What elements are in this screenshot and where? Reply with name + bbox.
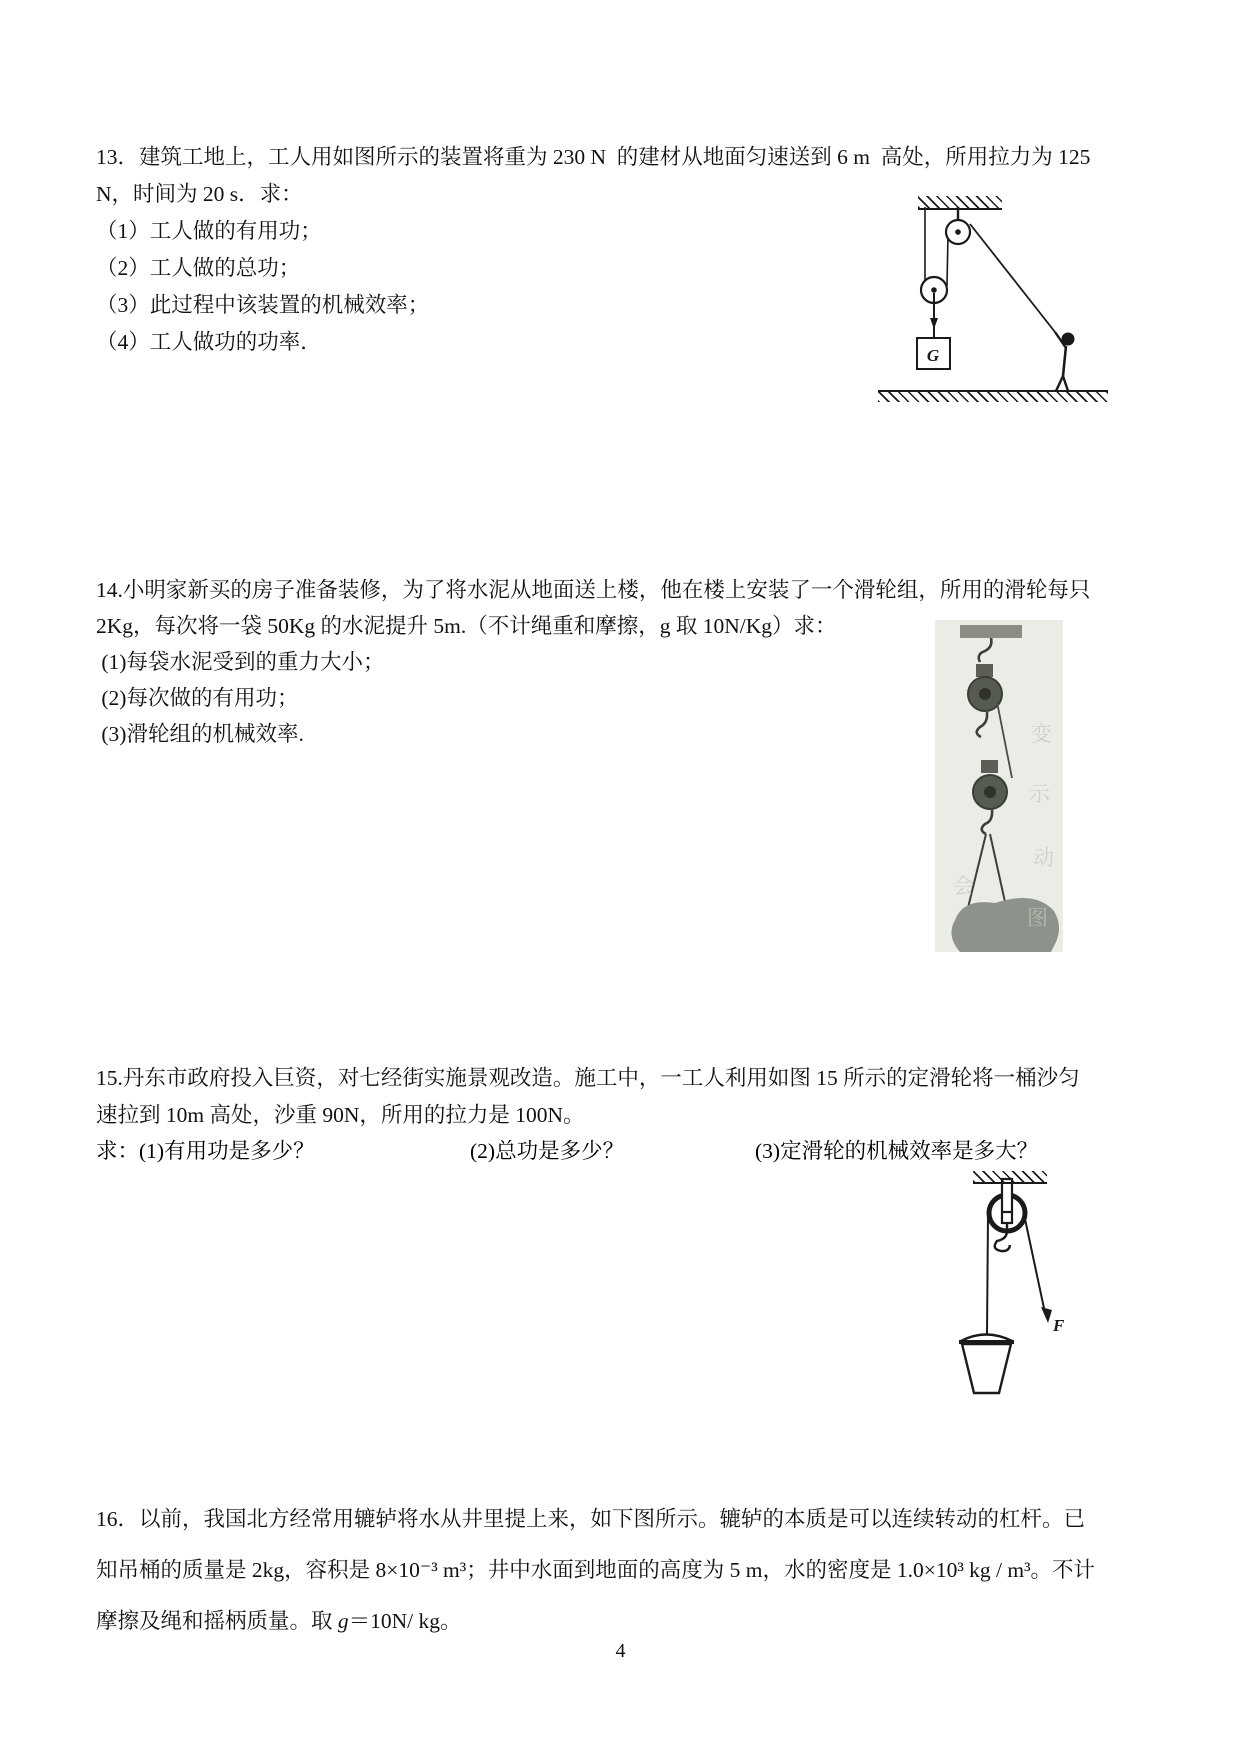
hook-icon <box>979 638 992 662</box>
movable-pulley-axle <box>931 287 937 293</box>
ceiling-hatching <box>973 1171 1047 1184</box>
load-label: G <box>926 346 940 365</box>
lower-pulley-hub <box>984 786 996 798</box>
text-line: 15.丹东市政府投入巨资，对七经街实施景观改造。施工中，一工人利用如图 15 所示的定滑轮将一桶沙匀 <box>96 1066 1080 1090</box>
page-number: 4 <box>615 1640 626 1662</box>
text-line: 16．以前，我国北方经常用辘轳将水从井里提上来，如下图所示。辘轳的本质是可以连续转动的杠杆。已 <box>96 1507 1086 1531</box>
bleedthrough-text: 变 <box>1031 722 1052 746</box>
bucket-body <box>962 1344 1011 1393</box>
ceiling-hatching <box>918 196 1002 210</box>
worker-figure <box>1055 332 1075 391</box>
mounting-bar <box>960 625 1022 638</box>
text-line: （1）工人做的有用功； <box>96 219 322 243</box>
pull-rope <box>1025 1219 1045 1313</box>
upper-pulley-hub <box>979 688 991 700</box>
text-line: (2)每次做的有用功； <box>96 686 299 710</box>
photo-rope <box>997 702 1012 778</box>
text-line: 知吊桶的质量是 2kg，容积是 8×10⁻³ m³；井中水面到地面的高度为 5 m，水的密度是 1.0×10³ kg / m³。不计 <box>96 1558 1096 1582</box>
fixed-pulley-axle <box>955 229 961 235</box>
problem-15-text <box>96 1060 1158 1171</box>
text-line: （4）工人做功的功率． <box>96 330 322 354</box>
upper-pulley-cap <box>976 664 993 677</box>
text-segment: 摩擦及绳和摇柄质量。取 <box>96 1609 338 1633</box>
text-line: 2Kg，每次将一袋 50Kg 的水泥提升 5m.（不计绳重和摩擦，g 取 10N/Kg）求： <box>96 614 837 638</box>
force-label: F <box>1053 1316 1065 1335</box>
text-line: （3）此过程中该装置的机械效率； <box>96 293 430 317</box>
hook-icon <box>977 712 987 737</box>
force-arrow-icon <box>1041 1307 1052 1323</box>
hook-icon <box>982 810 992 834</box>
worker-leg <box>1056 376 1063 391</box>
text-line: 速拉到 10m 高处，沙重 90N，所用的拉力是 100N。 <box>96 1103 585 1127</box>
sub-question: (3)定滑轮的机械效率是多大？ <box>755 1139 1039 1163</box>
problem-15-fixed-pulley-figure <box>935 1165 1090 1400</box>
problem-13-pulley-figure <box>870 190 1120 405</box>
sub-question: 求：(1)有用功是多少？ <box>96 1139 315 1163</box>
text-line: （2）工人做的总功； <box>96 256 301 280</box>
down-arrow-icon <box>930 318 938 329</box>
problem-16-text <box>96 1494 1158 1647</box>
pulley-bracket <box>1002 1179 1012 1223</box>
sub-question: (2)总功是多少？ <box>470 1139 625 1163</box>
bleedthrough-text: 会 <box>953 874 974 898</box>
text-line: N，时间为 20 s．求： <box>96 182 303 206</box>
load-rope <box>987 1215 988 1335</box>
bleedthrough-text: 动 <box>1033 846 1054 870</box>
problem-14-pulley-photo <box>935 620 1063 952</box>
bleedthrough-text: 图 <box>1027 906 1048 930</box>
text-line: (3)滑轮组的机械效率. <box>96 722 304 746</box>
worker-leg <box>1063 376 1068 391</box>
bleedthrough-text: 示 <box>1029 782 1050 806</box>
pull-rope <box>970 224 1055 332</box>
g-symbol: g <box>337 1609 349 1633</box>
rope-middle-segment <box>947 234 948 286</box>
ground-hatching <box>878 390 1108 402</box>
worker-body <box>1063 346 1066 376</box>
lower-pulley-cap <box>981 760 998 773</box>
text-line: (1)每袋水泥受到的重力大小； <box>96 650 385 674</box>
text-line: 13．建筑工地上，工人用如图所示的装置将重为 230 N 的建材从地面匀速送到 6 m 高处，所用拉力为 125 <box>96 145 1091 169</box>
text-segment: ＝10N/ kg。 <box>348 1609 462 1633</box>
text-line: 14.小明家新买的房子准备装修，为了将水泥从地面送上楼，他在楼上安装了一个滑轮组，所用的滑轮每只 <box>96 578 1091 602</box>
